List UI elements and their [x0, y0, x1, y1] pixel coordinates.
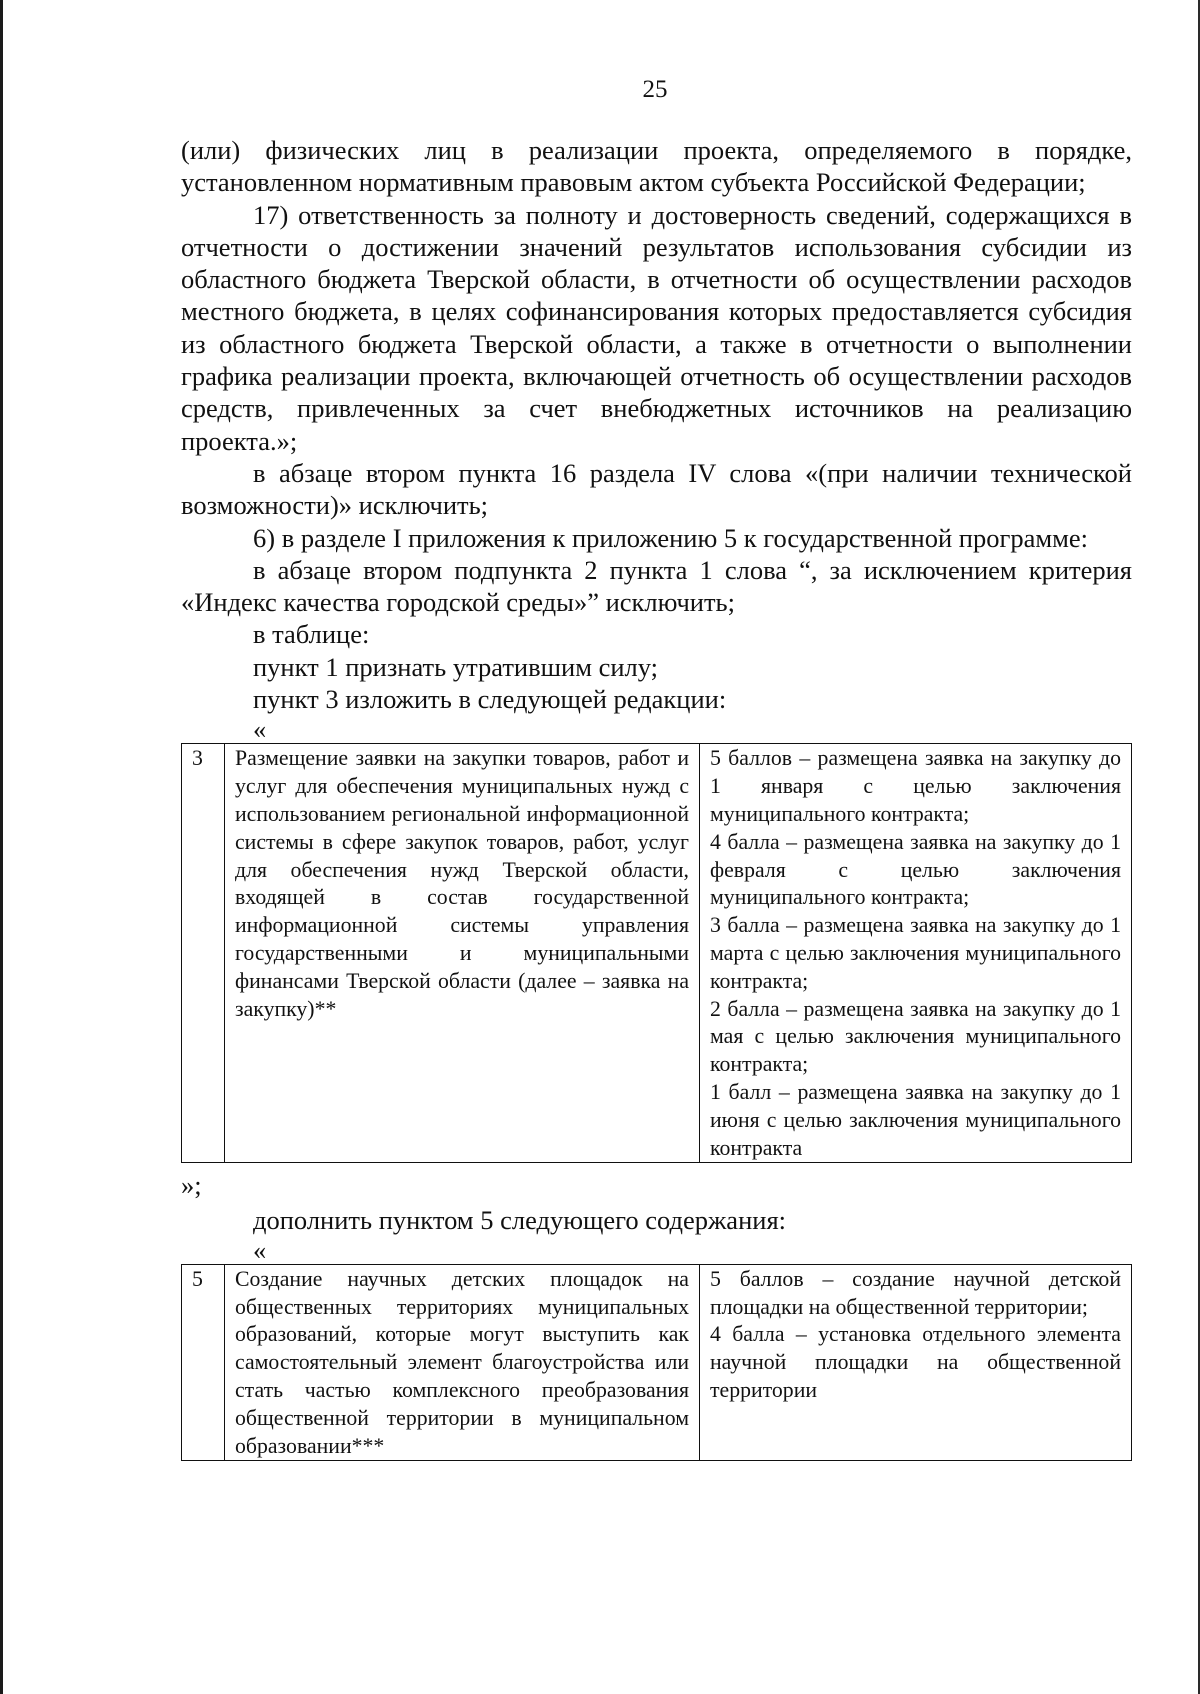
paragraph: пункт 1 признать утратившим силу;: [253, 651, 659, 682]
paragraph: дополнить пунктом 5 следующего содержания:: [253, 1204, 786, 1235]
open-quote: «: [253, 714, 267, 745]
paragraph: в абзаце втором пункта 16 раздела IV слова «(при наличии технической возможности)» исключить;: [181, 457, 1132, 521]
score-item: 1 балл – размещена заявка на закупку до 1 июня с целью заключения муниципального контракта: [710, 1079, 1121, 1160]
criteria-table-item-5: [181, 1264, 1132, 1462]
score-item: 4 балла – размещена заявка на закупку до 1 февраля с целью заключения муниципального контракта;: [710, 829, 1121, 910]
score-list: [700, 744, 1132, 1163]
table-row: [182, 744, 1132, 1163]
page-number: 25: [642, 76, 668, 103]
score-list: [700, 1264, 1132, 1461]
criterion-text: Размещение заявки на закупки товаров, работ и услуг для обеспечения муниципальных нужд с использованием региональной информационной системы в сфере закупок товаров, работ, услуг для обеспечения нужд Тверской области, входящей в состав государственной информационной системы управления государственными и муниципальными финансами Тверской области (далее – заявка на закупку)**: [225, 744, 700, 1163]
table-row: [182, 1264, 1132, 1461]
document-body: [181, 134, 1132, 1461]
paragraph: в абзаце втором подпункта 2 пункта 1 слова “, за исключением критерия «Индекс качества городской среды»” исключить;: [181, 554, 1132, 618]
score-item: 4 балла – установка отдельного элемента научной площадки на общественной территории: [710, 1322, 1121, 1403]
item-number: 5: [182, 1264, 225, 1461]
paragraph: (или) физических лиц в реализации проекта, определяемого в порядке, установленном нормативным правовым актом субъекта Российской Федерации;: [181, 135, 1132, 198]
paragraph: в таблице:: [253, 619, 370, 650]
score-item: 5 баллов – создание научной детской площадки на общественной территории;: [710, 1266, 1121, 1319]
score-item: 3 балла – размещена заявка на закупку до 1 марта с целью заключения муниципального контракта;: [710, 913, 1121, 993]
paragraph: 6) в разделе I приложения к приложению 5 к государственной программе:: [253, 522, 1088, 553]
close-quote: »;: [181, 1170, 202, 1201]
open-quote: «: [253, 1234, 267, 1265]
criteria-table-item-3: [181, 743, 1132, 1163]
paragraph: 17) ответственность за полноту и достоверность сведений, содержащихся в отчетности о достижении значений результатов использования субсидии из областного бюджета Тверской области, в отчетности об осуществлении расходов местного бюджета, в целях софинансирования которых предоставляется субсидия из областного бюджета Тверской области, а также в отчетности о выполнении графика реализации проекта, включающей отчетность об осуществлении расходов средств, привлеченных за счет внебюджетных источников на реализацию проекта.»;: [181, 199, 1132, 456]
paragraph: пункт 3 изложить в следующей редакции:: [253, 684, 727, 715]
score-item: 5 баллов – размещена заявка на закупку до 1 января с целью заключения муниципального контракта;: [710, 746, 1121, 826]
score-item: 2 балла – размещена заявка на закупку до 1 мая с целью заключения муниципального контракта;: [710, 996, 1121, 1077]
item-number: 3: [182, 744, 225, 1163]
scan-edge-left: [0, 0, 3, 1694]
criterion-text: Создание научных детских площадок на общественных территориях муниципальных образований, которые могут выступить как самостоятельный элемент благоустройства или стать частью комплексного преобразования общественной территории в муниципальном образовании***: [225, 1264, 700, 1461]
